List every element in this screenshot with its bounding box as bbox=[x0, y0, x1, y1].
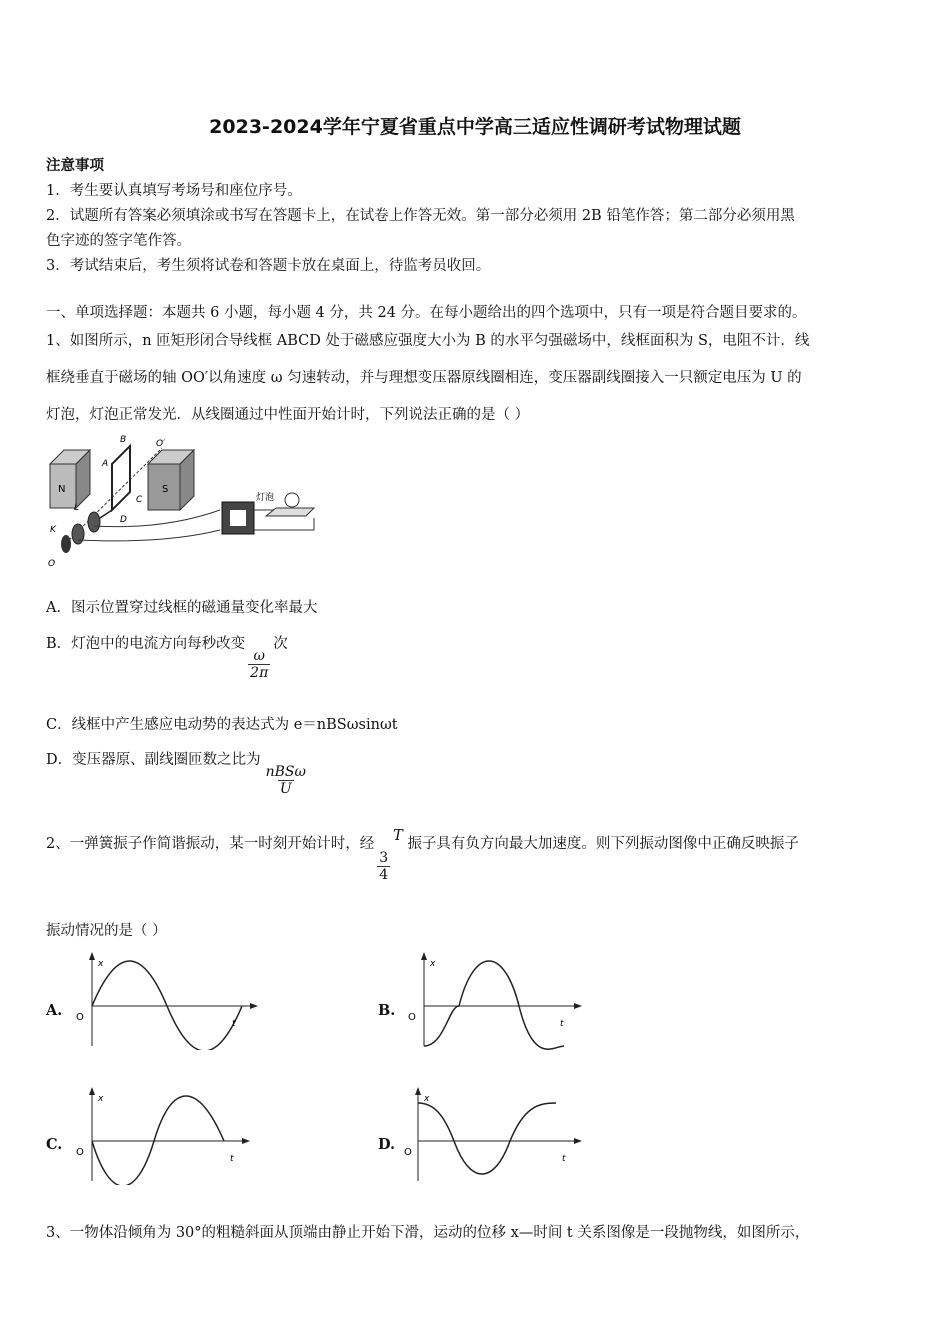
svg-text:x: x bbox=[98, 1094, 104, 1104]
notice-item: 1．考生要认真填写考场号和座位序号。 bbox=[46, 183, 302, 199]
q2-option-a-graph[interactable] bbox=[72, 950, 262, 1050]
q1-figure bbox=[44, 430, 334, 570]
q1-option-d: D．变压器原、副线圈匝数之比为 $\frac{\text{nBSω}}{U}$ bbox=[46, 752, 306, 797]
q2-option-c-graph[interactable] bbox=[72, 1085, 262, 1185]
q2-option-c-label: C. bbox=[46, 1136, 63, 1153]
svg-text:x: x bbox=[98, 959, 104, 969]
notice-heading: 注意事项 bbox=[46, 157, 104, 174]
svg-text:t: t bbox=[560, 1019, 564, 1029]
page-title: 2023-2024学年宁夏省重点中学高三适应性调研考试物理试题 bbox=[209, 116, 741, 138]
q1-stem: 框绕垂直于磁场的轴 OO′以角速度 ω 匀速转动，并与理想变压器原线圈相连，变压器副线圈接入一只额定电压为 U 的 bbox=[46, 370, 802, 386]
svg-text:O: O bbox=[408, 1012, 416, 1023]
svg-text:t: t bbox=[230, 1154, 234, 1164]
svg-text:x: x bbox=[430, 959, 436, 969]
label-c: C bbox=[136, 495, 143, 505]
svg-text:t: t bbox=[232, 1019, 236, 1029]
notice-item: 2．试题所有答案必须填涂或书写在答题卡上，在试卷上作答无效。第一部分必须用 2B 铅笔作答；第二部分必须用黑 bbox=[46, 208, 795, 224]
label-k: K bbox=[50, 525, 56, 535]
svg-text:O: O bbox=[404, 1147, 412, 1158]
label-n: N bbox=[58, 484, 66, 495]
q1-option-b: B．灯泡中的电流方向每秒改变 $\frac{\omega}{2\pi}$ 次 bbox=[46, 636, 288, 681]
q2-option-b-graph[interactable] bbox=[404, 950, 594, 1050]
label-o: O bbox=[48, 559, 56, 569]
svg-text:t: t bbox=[562, 1154, 566, 1164]
q1-stem: 1、如图所示，n 匝矩形闭合导线框 ABCD 处于磁感应强度大小为 B 的水平匀强磁场中，线框面积为 S，电阻不计．线 bbox=[46, 333, 810, 349]
label-bulb: 灯泡 bbox=[256, 493, 275, 503]
label-d: D bbox=[120, 515, 127, 525]
svg-text:x: x bbox=[424, 1094, 430, 1104]
label-l: L bbox=[74, 503, 80, 513]
q2-stem: 2、一弹簧振子作简谐振动，某一时刻开始计时，经 $\frac{3}{4}$ T 振子具有负方向最大加速度。则下列振动图像中正确反映振子 bbox=[46, 828, 799, 883]
notice-item: 3．考试结束后，考生须将试卷和答题卡放在桌面上，待监考员收回。 bbox=[46, 258, 491, 274]
label-o-prime: O′ bbox=[156, 439, 166, 449]
label-b: B bbox=[120, 435, 127, 445]
q2-stem: 振动情况的是（ ） bbox=[46, 923, 167, 939]
q3-stem: 3、一物体沿倾角为 30°的粗糙斜面从顶端由静止开始下滑，运动的位移 x—时间 t 关系图像是一段抛物线，如图所示， bbox=[46, 1225, 810, 1241]
q1-stem: 灯泡，灯泡正常发光．从线圈通过中性面开始计时，下列说法正确的是（ ） bbox=[46, 407, 530, 423]
q1-option-c: C．线框中产生感应电动势的表达式为 e＝nBSωsinωt bbox=[46, 717, 398, 733]
svg-text:O: O bbox=[76, 1147, 84, 1158]
q2-option-d-label: D. bbox=[378, 1136, 396, 1153]
svg-text:O: O bbox=[76, 1012, 84, 1023]
section-heading: 一、单项选择题：本题共 6 小题，每小题 4 分，共 24 分。在每小题给出的四个选项中，只有一项是符合题目要求的。 bbox=[46, 305, 807, 321]
q2-option-b-label: B. bbox=[378, 1002, 396, 1019]
q1-option-a: A．图示位置穿过线框的磁通量变化率最大 bbox=[46, 600, 318, 616]
label-a: A bbox=[102, 459, 109, 469]
q2-option-d-graph[interactable] bbox=[404, 1085, 594, 1185]
q2-option-a-label: A. bbox=[46, 1002, 63, 1019]
notice-item: 色字迹的签字笔作答。 bbox=[46, 233, 191, 249]
label-s: S bbox=[162, 484, 169, 495]
